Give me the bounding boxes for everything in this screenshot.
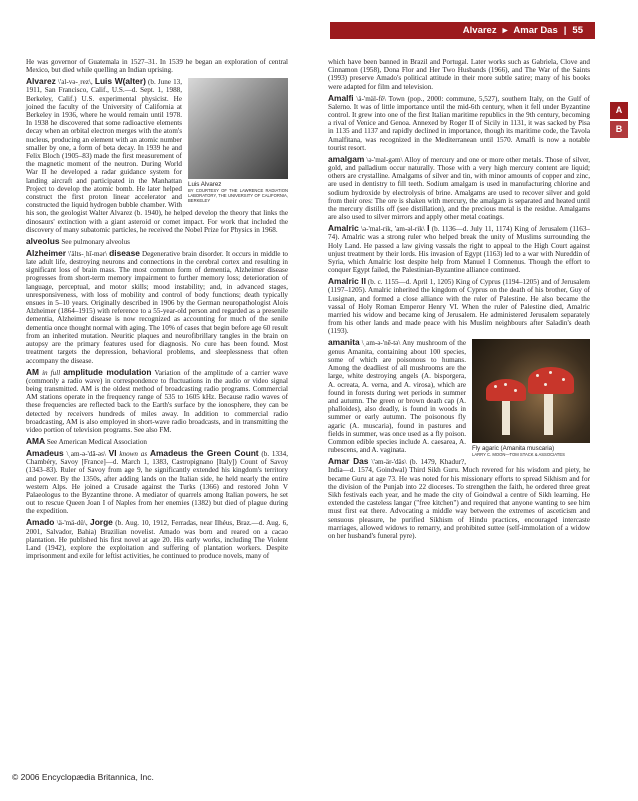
figure-credit: BY COURTESY OF THE LAWRENCE RADIATION LABORATORY, THE UNIVERSITY OF CALIFORNIA, BERKELEY xyxy=(188,188,288,204)
pronunciation: \ˌam-ə-'nē-tə\ xyxy=(359,339,403,348)
headword: Amado xyxy=(26,517,55,528)
copyright-footer: © 2006 Encyclopædia Britannica, Inc. xyxy=(12,772,154,782)
headword: alveolus xyxy=(26,235,60,246)
entry-ama xyxy=(26,437,288,446)
entry-text: (b. 1136—d. July 11, 1174) King of Jerusalem (1163–74). Amalric was a strong ruler who helped break the unity of Muslims surrounding the Holy Land. He passed a law giving vassals the right to appeal to the High Court against unjust treatment by their lords. His invasion of Egypt (1163) led to a war with Nureddin of Syria, which Amalric lost despite help from Manuel I Comnenus. Though the effort to conquer Egypt failed, the Palestinian-Byzantine alliance continued. xyxy=(328,225,591,275)
headword-2: Amadeus the Green Count xyxy=(149,447,259,458)
header-arrow-icon: ▸ xyxy=(502,25,508,36)
thumb-tab-a[interactable]: A xyxy=(610,102,628,119)
headword: Amar Das xyxy=(328,456,369,467)
headword: amalgam xyxy=(328,153,365,164)
pronunciation: \'əm-är-'däs\ xyxy=(368,458,410,467)
known-as-label: known as xyxy=(116,449,150,458)
headword: Alvarez xyxy=(26,76,56,87)
mushroom-photo xyxy=(472,339,590,443)
pronunciation: \'älts-ˌhī-mər\ xyxy=(66,249,110,258)
right-column xyxy=(328,58,590,543)
figure-caption: Fly agaric (Amanita muscaria) xyxy=(472,445,555,453)
figure-caption: Luis Alvarez xyxy=(188,181,222,189)
entry-text: (b. 1479, Khadur?, India—d. 1574, Goindwal) Third Sikh Guru. Much revered for his wisdom and piety, he became Guru at age 73. He was noted for his missionary efforts to spread Sikhism and for the division of the Punjab into 22 dioceses. To strengthen the faith, he ordered three great Sikh festivals each year, and he made the city of Goindwal a centre of Sikh learning. He extended the casteless langar ("free kitchen") and required that anyone wanting to see him must first eat there. Advocating a middle way between the extremes of asceticism and sensuous pleasure, he purified Sikhism of Hindu practices, encouraged intercaste marriages, allowed widows to remarry, and prohibited suttee (self-immolation of a widow on her husband's funeral pyre). xyxy=(328,458,590,540)
figure-alvarez xyxy=(188,78,288,203)
entry-amalric-ii xyxy=(328,277,590,335)
cross-reference[interactable]: See pulmonary alveolus xyxy=(59,237,130,246)
entry-alzheimer xyxy=(26,249,288,365)
regnal-number: I xyxy=(427,223,430,234)
thumb-tab-b[interactable]: B xyxy=(610,121,628,138)
figure-fly-agaric xyxy=(472,339,590,457)
portrait-photo xyxy=(188,78,288,179)
figure-credit: LARRY C. MOON—TOM STACK & ASSOCIATES xyxy=(472,452,565,458)
pronunciation: \'al-və-ˌrez\, xyxy=(55,78,95,87)
headword: AMA xyxy=(26,435,46,446)
header-left-word: Alvarez xyxy=(462,25,497,36)
entry-amalfi xyxy=(328,94,590,152)
entry-text: (b. Aug. 10, 1912, Ferradas, near Ilhéus, Braz.—d. Aug. 6, 2001, Salvador, Bahia) Brazilian novelist. Amado was born and reared on a cacao plantation. He published his first novel at age 20. His early works, including The Violent Land (1942), explore the exploitation and suffering of plantation workers. Despite imprisonment and exile for leftist activities, he continued to produce novels, many of xyxy=(26,519,288,561)
headword: amanita xyxy=(328,337,360,348)
entry-text: Variation of the amplitude of a carrier wave (commonly a radio wave) in correspondence to fluctuations in the audio or video signal being transmitted. AM is the oldest method of broadcasting radio programs. Commercial AM stations operate in the frequency range of 535 to 1605 kHz. Because radio waves of these frequencies are reflected back to the Earth's surface by the ionosphere, they can be detected by receivers hundreds of miles away. In addition to commercial radio broadcasting, AM is also employed in short-wave radio broadcasts, and in transmitting the video portion of television programs. See also FM. xyxy=(26,368,288,434)
headword: AM xyxy=(26,366,40,377)
regnal-number: VI xyxy=(108,447,117,458)
page-number: 55 xyxy=(572,25,583,36)
entry-continuation: which have been banned in Brazil and Portugal. Later works such as Gabriela, Clove and Cinnamon (1958), Dona Flor and Her Two Husbands (1966), and The War of the Saints (1993) preserve Amado's political attitude in their more subtle satire; many of his books were adapted for film and television. xyxy=(328,58,590,91)
headword-name: Luis W(alter) xyxy=(94,76,146,87)
entry-amalgam xyxy=(328,155,590,222)
entry-amar-das xyxy=(328,457,590,540)
pronunciation: \ä-'mäl-fē\ xyxy=(353,94,389,103)
entry-amanita xyxy=(328,337,590,458)
pronunciation: \ə-'mal-rik, 'am-əl-rik\ xyxy=(358,225,428,234)
entry-text: (b. June 13, 1911, San Francisco, Calif., U.S.—d. Sept. 1, 1988, Berkeley, Calif.) U.S. experimental physicist. He joined the faculty of the University of California at Berkeley in 1936, where he would remain until 1978. In 1938 he discovered that some radioactive elements decay when an orbital electron merges with the atom's nucleus, producing an element with an atomic number smaller by one, a form of beta decay. In 1939 he and Felix Bloch (1905–83) made the first measurement of the magnetic moment of the neutron. During World War II he developed a radar guidance system for landing aircraft and participated in the Manhattan Project to develop the atomic bomb. He later helped construct the first proton linear accelerator and constructed the liquid hydrogen bubble chamber. With his son, the geologist Walter Alvarez (b. 1940), he helped develop the theory that links the dinosaurs' extinction with a giant asteroid or comet impact. For work that included the discovery of many subatomic particles, he received the Nobel Prize for Physics in 1968. xyxy=(26,78,288,234)
pronunciation: \ä-'mä-dü\, xyxy=(54,519,91,528)
entry-text: Degenerative brain disorder. It occurs in middle to late adult life, destroying neurons and connections in the cerebral cortex and resulting in significant loss of brain mass. The most common form of dementia, Alzheimer disease progresses from short-term memory impairment to further memory loss; deterioration of language, perceptual, and motor skills; mood instability; and, in advanced stages, unresponsiveness, with loss of mobility and control of body functions; death typically ensues in 5–10 years. Originally described in 1906 by the German neuropathologist Alois Alzheimer (1864–1915) with reference to a 55-year-old person and regarded as a presenile dementia, Alzheimer disease is now recognized as accounting for much of the senile dementia once thought normal with aging. The 10% of cases that begin before age 60 result from an inherited mutation. Neuritic plaques and neurofibrillary tangles in the brain on autopsy are the primary features used for diagnosis. No cure has been found. Most treatment targets the depression, behavioral problems, and sleeplessness that often accompany the disease. xyxy=(26,249,288,365)
entry-text: (b. c. 1155—d. April 1, 1205) King of Cyprus (1194–1205) and of Jerusalem (1197–1205). Amalric inherited the kingdom of Cyprus on the death of his brother, Guy of Lusignan, and formed a close alliance with the ruler of Palestine. He also became the vassal of Holy Roman Emperor Henry VI. When the ruler of Palestine died, Amalric married his widow and became king of Jerusalem. He administered Jerusalem separately from his other lands and made peace with his Muslim neighbours after Saladin's death (1193). xyxy=(328,278,590,336)
entry-alvarez xyxy=(26,77,288,234)
entry-text: Town (pop., 2000: commune, 5,527), southern Italy, on the Gulf of Salerno. It was of little importance until the mid-6th century, when it fell under Byzantine control. It grew into one of the first Italian maritime republics in the 9th century, becoming a rival of Venice and Genoa. Annexed by Roger II of Sicily in 1131, it was sacked by Pisa in 1135 and 1137 and rapidly declined in importance, though its maritime code, the Tavola Amalfitana, was recognized in the Mediterranean until 1570. Amalfi is now a notable tourist resort. xyxy=(328,94,590,152)
left-column xyxy=(26,58,288,563)
headword: Amalric xyxy=(328,223,359,234)
entry-amadeus xyxy=(26,449,288,516)
headword: Alzheimer xyxy=(26,247,67,258)
headword: Amadeus xyxy=(26,447,64,458)
headword: Amalric II xyxy=(328,276,366,287)
cross-reference[interactable]: See American Medical Association xyxy=(45,437,148,446)
entry-amalric xyxy=(328,224,590,274)
entry-continuation: He was governor of Guatemala in 1527–31. In 1539 he began an exploration of central Mexico, but died while quelling an Indian uprising. xyxy=(26,58,288,75)
pronunciation: \ə-'mal-gəm\ xyxy=(364,155,405,164)
headword-2: Jorge xyxy=(90,517,113,528)
running-header xyxy=(330,22,595,39)
thumb-index xyxy=(610,102,628,140)
in-full-label: in full xyxy=(39,368,64,377)
entry-amado xyxy=(26,518,288,560)
entry-text: Any mushroom of the genus Amanita, containing about 100 species, some of which are poisonous to humans. Among the deadliest of all mushrooms are the large, white destroying angels (A. bisporgera, A. ocreata, A. verna, and A. virosa), which are found in forests during wet periods in summer and autumn. The green or brown death cap (A. phalloides), also deadly, is found in woods in summer or early autumn. The poisonous fly agaric (A. muscaria), found in pastures and fields in summer, was once used as a fly poison. Common edible species include A. caesarea, A. rubescens, and A. vaginata. xyxy=(328,339,466,455)
headword-2: amplitude modulation xyxy=(63,366,152,377)
entry-alveolus xyxy=(26,237,288,246)
headword-2: disease xyxy=(109,247,140,258)
entry-am xyxy=(26,368,288,435)
header-right-word: Amar Das xyxy=(513,25,558,36)
entry-text: Alloy of mercury and one or more other metals. Those of silver, gold, and palladium occur naturally. Those with a very high mercury content are liquid; others are crystalline. Amalgams of silver and tin, with minor amounts of copper and zinc, are used in dentistry to fill teeth. Sodium amalgam is used in manufacturing chlorine and sodium hydroxide by electrolysis of brine. Amalgams are used to recover silver and gold from their ores: The ore is shaken with mercury, the amalgam is separated and heated until the mercury distills off (see distillation), and the precious metal is the residue. Amalgams are also used to silver mirrors and apply other metal coatings. xyxy=(328,155,591,222)
entry-text: (b. 1334, Chambéry, Savoy [France]—d. March 1, 1383, Castropignano [Italy]) Count of Savoy (1343–83). Ruler of Savoy from age 9, he significantly extended his kingdom's territory and power. By the 1350s, after adding lands on the Italian side, he held nearly the entire western Alps. He joined a Crusade against the Turks (1366) and restored John V Palaeologus to the Byzantine throne. A mediator of quarrels among Italian powers, he set out to rescue Queen Joan I of Naples from her enemies (1382) but died of plague during the expedition. xyxy=(26,449,288,516)
header-divider: | xyxy=(563,25,567,36)
pronunciation: \ˌam-ə-'dā-əs\ xyxy=(63,449,109,458)
headword: Amalfi xyxy=(328,92,354,103)
